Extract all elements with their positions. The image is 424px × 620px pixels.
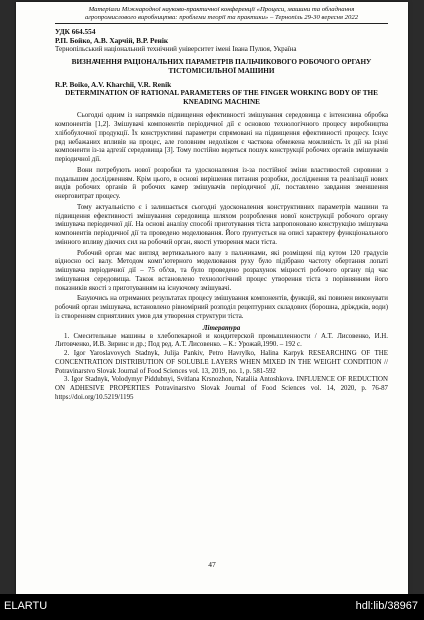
header-divider <box>55 23 388 24</box>
body-paragraph-3: Тому актуальністю є і залишається сьогодні удосконалення конструктивних параметрів машини та підвищення ефективності змішування середовища шляхом розроблення нової конструкції робочого органу змішувача періодичної дії. На основі аналізу способі приготування тіста запропоновано конструкцію змішувача компонентів періодичної дії та проведено моделювання. Його ґрунтується на описі характеру функціонального змінного впливу діючих сил на робочий орган, якості утворення маси тіста. <box>55 203 388 246</box>
repository-name: ELARTU <box>4 600 48 612</box>
body-paragraph-2: Вони потребують нової розробки та удосконалення із-за постійної зміни властивостей сировини з подальшим дослідженням. Крім цього, в основі вирішення питання розробки, дослідження та реалізації нових видів робочих органів й робочих камер змішувачів періодичної дії, поставлено завдання зменшення енерговитрат процесу. <box>55 166 388 201</box>
body-paragraph-1: Сьогодні одним із напрямків підвищення ефективності змішування середовища є інтенсивна обробка компонентів [1,2]. Змішувачі компонентів періодичної дії є основою технологічного процесу виробництва хлібобулочної продукції. Їх конструктивні параметри спрямовані на підвищення ефективності процесу. Існує ряд небажаних впливів на процес, але головним недоліком є часткова обмежена можливість їх дії на різні компоненти із-за адгезії середовища [3]. Тому постійно ведеться пошук конструкції робочих органів змішувачів періодичної дії. <box>55 112 388 164</box>
affiliation: Тернопільський національний технічний університет імені Івана Пулюя, Україна <box>55 45 297 54</box>
page-content <box>55 6 388 403</box>
reference-item-2: 2. Igor Yaroslavovych Stadnyk, Julija Pankiv, Petro Havrylko, Halina Karpyk RESEARCHING OF THE CONCENTRATION DISTRIBUTION OF SOLUBLE LAYERS WHEN MIXED IN THE WEIGHT CONDITION // Potravinarstvo Slovak Journal of Food Sciences vol. 13, 2019, no. 1, p. 581-592 <box>55 350 388 375</box>
udk-code: УДК 664.554 <box>55 27 96 37</box>
conference-header-line-2: агропромислового виробництва: проблеми теорії та практики» – Тернопіль 29-30 вересня 2022 <box>84 14 359 22</box>
body-paragraph-4: Робочий орган має вигляд вертикального валу з пальчиками, які розміщені під кутом 120 градусів відносно осі валу. Методом комп’ютерного моделювання руху було підібрано частоту обертання лопаті змішувача періодичної дії – 75 об/хв, та було проведено розрахунок міцності робочого органу під час змішування середовища. Також встановлено технологічний процес утворення тіста з порівнянням його показників якості з приготуванням на існуючому змішувачі. <box>55 249 388 292</box>
article-title-ua: ВИЗНАЧЕННЯ РАЦІОНАЛЬНИХ ПАРАМЕТРІВ ПАЛЬЧИКОВОГО РОБОЧОГО ОРГАНУ ТІСТОМІСИЛЬНОЇ МАШИНИ <box>71 58 372 76</box>
reference-item-1: 1. Смесительные машины в хлебопекарной и кондитерской промышленности / А.Т. Лисовенко, И.Н. Литовченко, И.В. Зиринс и др.; Под ред. А.Т. Лисовенко. – К.: Урожай,1990. – 192 с. <box>55 332 388 349</box>
page-number: 47 <box>208 560 216 569</box>
conference-header-line-1: Матеріали Міжнародної науково-практичної конференції «Процеси, машини та обладнання <box>88 6 355 13</box>
reference-item-3: 3. Igor Stadnyk, Volodymyr Piddubnyi, Svitlana Krsnozhon, Nataliia Antoshkova. INFLUENCE OF REDUCTION ON ADHESIVE PROPERTIES Potravinarstvo Slovak Journal of Food Sciences vol. 14, 2020, p. 76-87 https://doi.org/10.5219/1195 <box>55 376 388 401</box>
handle-identifier: hdl:lib/38967 <box>355 600 418 612</box>
repository-footer-bar <box>0 594 424 620</box>
authors-en: R.P. Boiko, A.V. Kharchii, V.R. Renik <box>55 80 172 90</box>
authors-ua: Р.П. Бойко, А.В. Харчій, В.Р. Ренік <box>55 36 169 46</box>
references-heading: Література <box>202 323 241 332</box>
body-paragraph-5: Базуючись на отриманих результатах процесу змішування компонентів, функцій, які повинен виконувати робочий орган змішувача, встановлено рівномірний розподіл рецептурних складових (борошна, дріжджів, води) із створенням сприятливих умов для утворення структури тіста. <box>55 295 388 320</box>
article-title-en: DETERMINATION OF RATIONAL PARAMETERS OF THE FINGER WORKING BODY OF THE KNEADING MACHINE <box>65 89 378 107</box>
document-page <box>16 2 408 594</box>
